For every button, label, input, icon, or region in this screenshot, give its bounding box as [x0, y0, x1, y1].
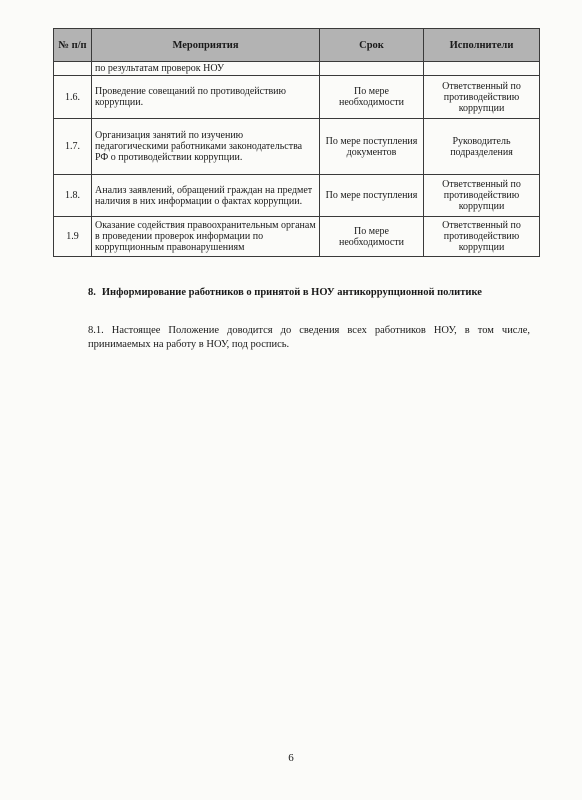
- row-event: Анализ заявлений, обращений граждан на предмет наличия в них информации о фактах коррупции.: [92, 175, 320, 217]
- row-event: Организация занятий по изучению педагогическими работниками законодательства РФ о противодействии коррупции.: [92, 119, 320, 175]
- section-heading: [88, 286, 530, 300]
- row-term: По мере необходимости: [320, 76, 424, 119]
- row-num: 1.8.: [54, 175, 92, 217]
- table-row: [54, 76, 540, 119]
- page-number: 6: [288, 752, 294, 764]
- header-term: Срок: [320, 29, 424, 62]
- row-num: 1.7.: [54, 119, 92, 175]
- table-header: [54, 29, 540, 62]
- row-executor: Ответственный по противодействию коррупции: [424, 217, 540, 257]
- header-event: Мероприятия: [92, 29, 320, 62]
- row-term: По мере необходимости: [320, 217, 424, 257]
- row-event: Проведение совещаний по противодействию коррупции.: [92, 76, 320, 119]
- section-title: Информирование работников о принятой в НОУ антикоррупционной политике: [101, 287, 482, 298]
- table-row: [54, 175, 540, 217]
- table-row: [54, 62, 540, 76]
- header-executor: Исполнители: [424, 29, 540, 62]
- table-row: [54, 217, 540, 257]
- row-num: 1.9: [54, 217, 92, 257]
- header-num: № п/п: [54, 29, 92, 62]
- row-num: 1.6.: [54, 76, 92, 119]
- row-executor: [424, 62, 540, 76]
- section-number: 8.: [88, 287, 96, 298]
- row-term: По мере поступления: [320, 175, 424, 217]
- row-term: По мере поступления документов: [320, 119, 424, 175]
- row-event: Оказание содействия правоохранительным органам в проведении проверок информации по коррупционным правонарушениям: [92, 217, 320, 257]
- row-event: по результатам проверок НОУ: [92, 62, 320, 76]
- row-executor: Ответственный по противодействию коррупции: [424, 76, 540, 119]
- row-executor: Ответственный по противодействию коррупции: [424, 175, 540, 217]
- row-executor: Руководитель подразделения: [424, 119, 540, 175]
- row-num: [54, 62, 92, 76]
- events-table: [53, 28, 540, 257]
- table-row: [54, 119, 540, 175]
- row-term: [320, 62, 424, 76]
- body-paragraph: 8.1. Настоящее Положение доводится до сведения всех работников НОУ, в том числе, принимаемых на работу в НОУ, под роспись.: [88, 325, 530, 350]
